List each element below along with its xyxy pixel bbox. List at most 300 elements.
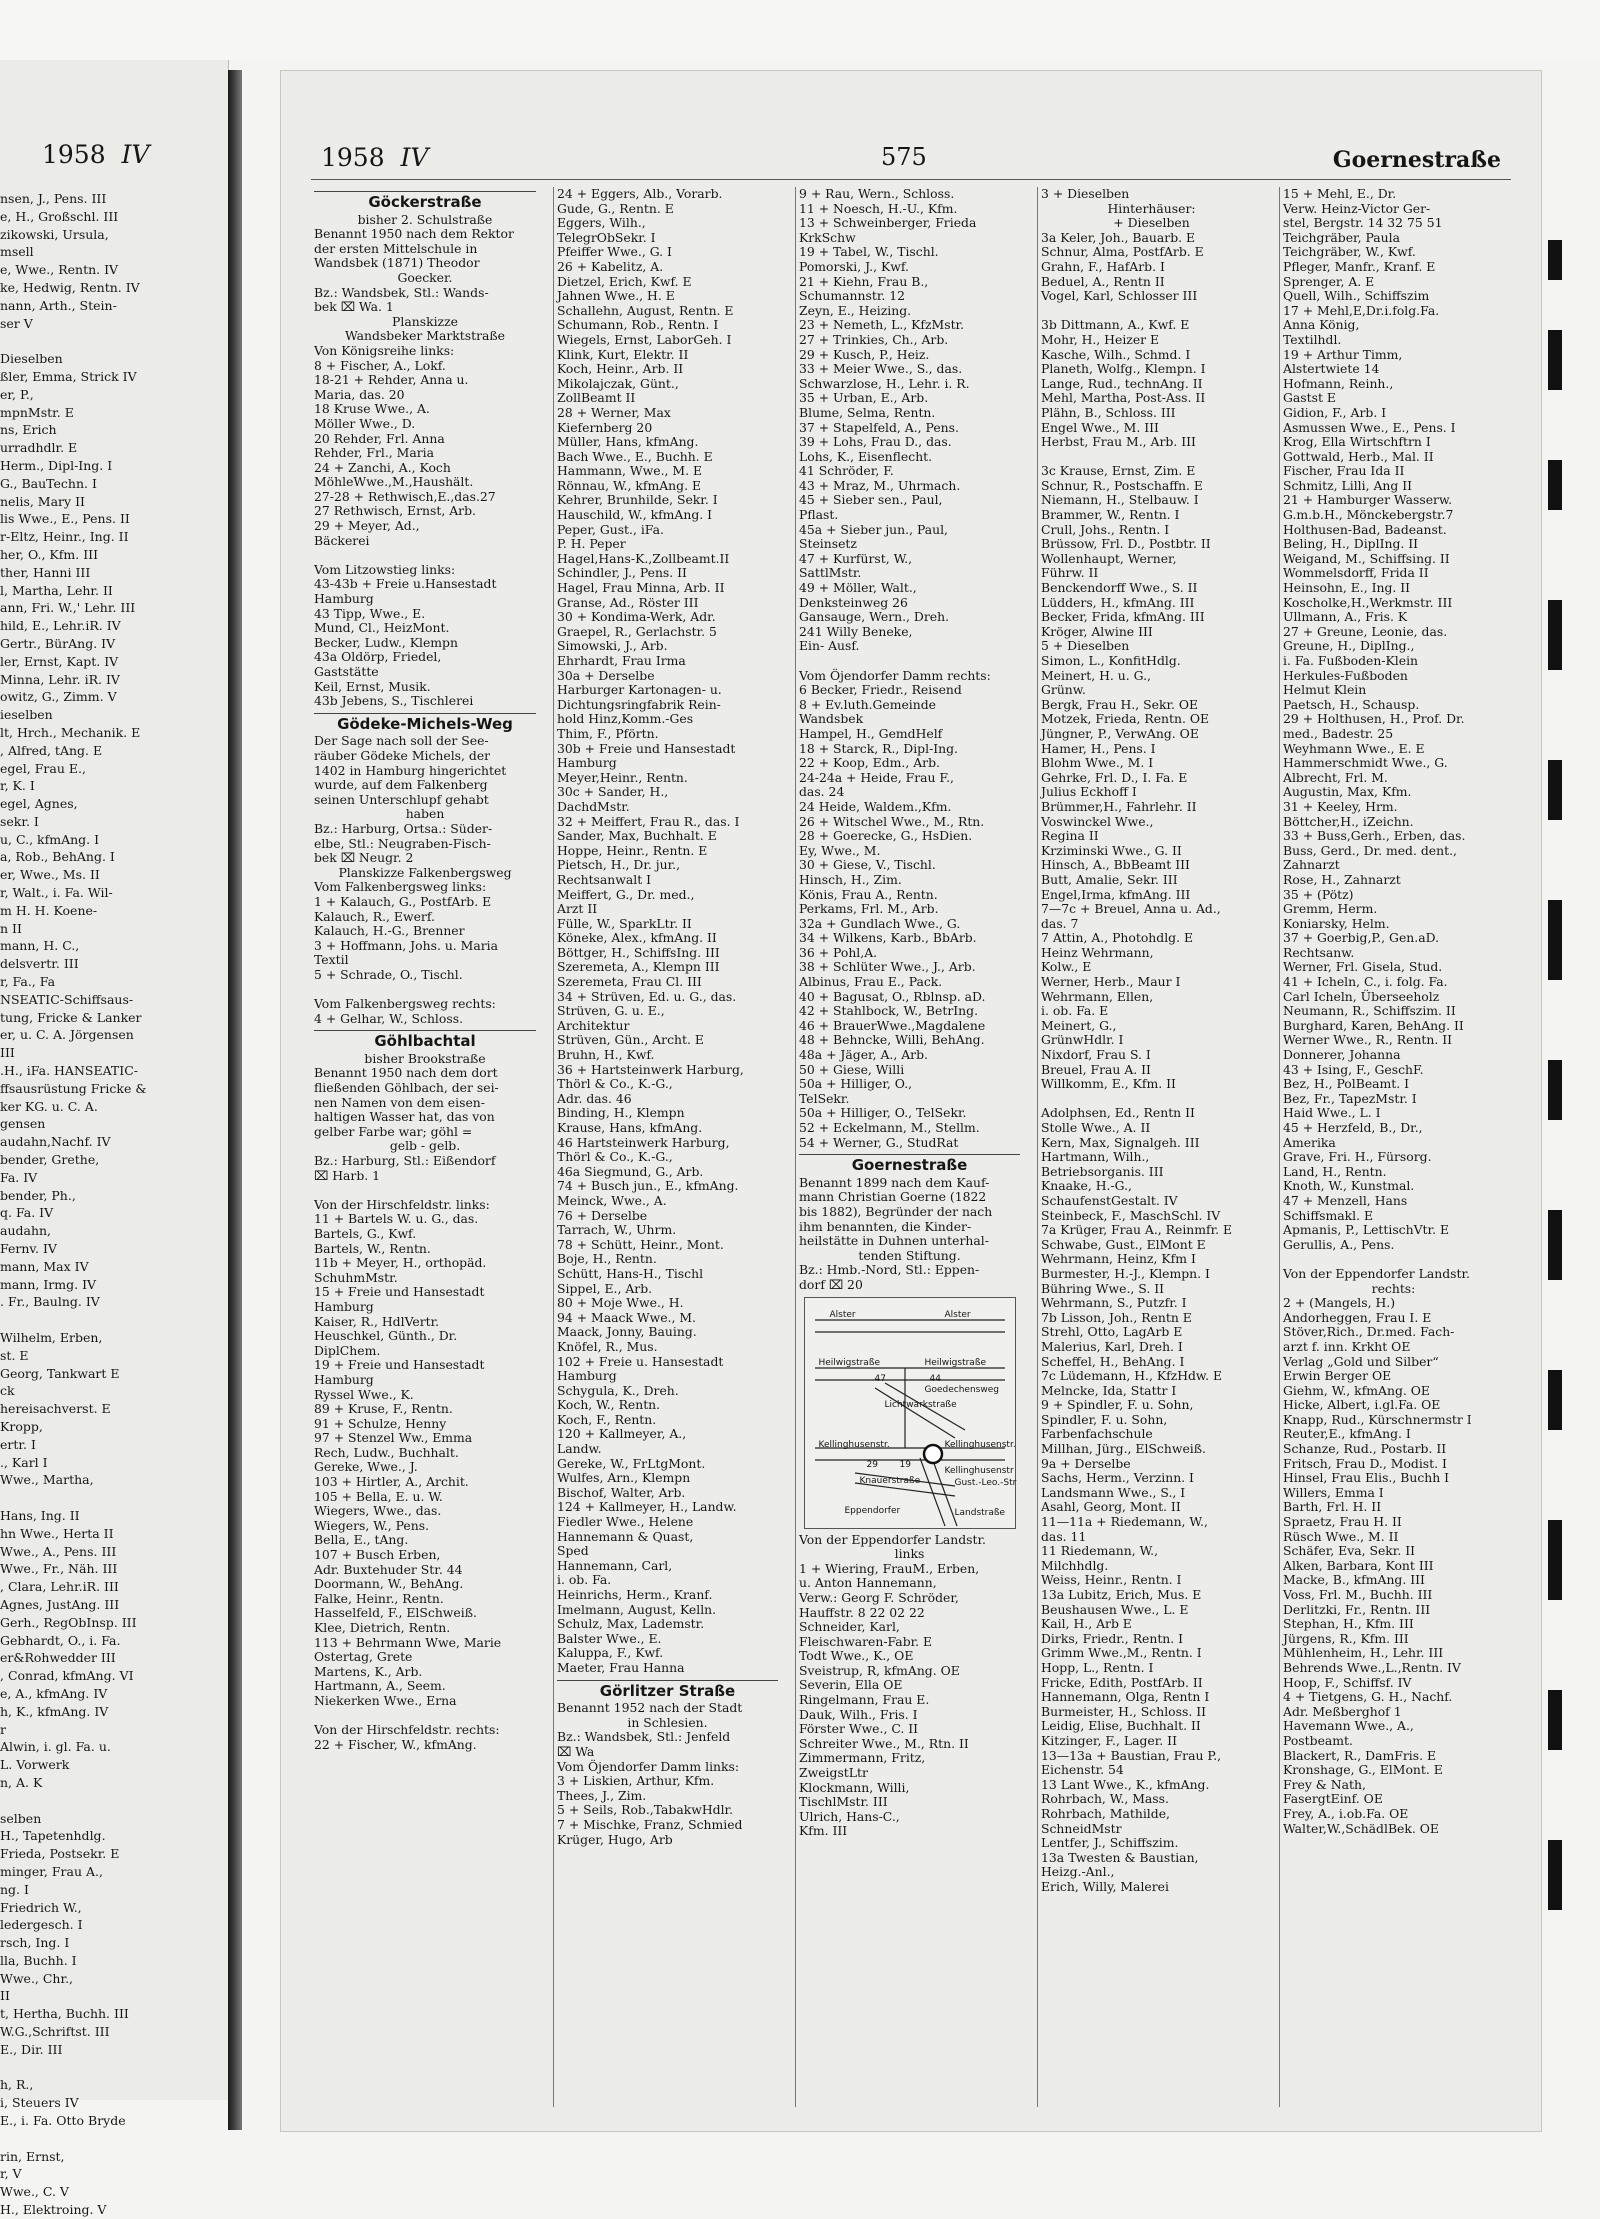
directory-entry: 76 + Derselbe [557,1207,648,1223]
directory-entry: 38 + Schlüter Wwe., J., Arb. [799,959,976,975]
directory-entry: Schindler, J., Pens. II [557,565,687,581]
previous-page-line: r, V [0,2166,22,2182]
previous-page-line: r, K. I [0,778,35,794]
directory-entry: Rechtsanw. [1283,944,1355,960]
directory-entry: 18 Kruse Wwe., A. [314,401,430,417]
directory-entry: 124 + Kallmeyer, H., Landw. [557,1499,737,1515]
street-note: Wandsbeker Marktstraße [344,328,506,344]
directory-entry: 1 + Wiering, FrauM., Erben, [799,1560,980,1576]
directory-entry: Grahn, F., HafArb. I [1041,258,1165,274]
directory-entry: ihm benannten, die Kinder- [799,1218,972,1234]
directory-entry: räuber Gödeke Michels, der [314,747,491,763]
directory-entry: Fleischwaren-Fabr. E [799,1633,933,1649]
previous-page-line: rin, Ernst, [0,2148,65,2164]
previous-page-line: i, Steuers IV [0,2095,79,2111]
column-4 [1037,187,1265,2107]
directory-entry: 30 + Giese, V., Tischl. [799,857,936,873]
directory-entry: Benannt 1950 nach dem dort [314,1065,498,1081]
directory-entry: Schäfer, Eva, Sekr. II [1283,1543,1416,1559]
directory-entry: nen Namen von dem eisen- [314,1094,485,1110]
directory-entry: Burmester, H.-J., Klempn. I [1041,1265,1210,1281]
previous-page-line: a, Rob., BehAng. I [0,849,115,865]
directory-entry: Pfeiffer Wwe., G. I [557,244,672,260]
directory-entry: 34 + Strüven, Ed. u. G., das. [557,988,737,1004]
directory-entry: 7a Krüger, Frau A., Reinmfr. E [1041,1222,1233,1238]
directory-entry: Pfleger, Manfr., Kranf. E [1283,258,1436,274]
directory-entry: Werner, Herb., Maur I [1041,974,1181,990]
previous-page-line: II [0,1988,10,2004]
previous-page-line: r, Walt., i. Fa. Wil- [0,885,113,901]
previous-page-line: r, Fa., Fa [0,974,56,990]
directory-entry: Beduel, A., Rentn II [1041,273,1165,289]
directory-entry: Niemann, H., Stelbauw. I [1041,492,1199,508]
directory-entry: Hauschild, W., kfmAng. I [557,507,713,523]
directory-entry: Hamer, H., Pens. I [1041,740,1156,756]
previous-page-line: Wwe., A., Pens. III [0,1543,117,1559]
directory-entry: Gereke, Wwe., J. [314,1459,418,1475]
street-heading: Goernestraße [799,1154,1020,1173]
directory-entry: Burmeister, H., Schloss. II [1041,1703,1206,1719]
directory-entry: Jahnen Wwe., H. E [557,288,675,304]
map-street-label: Kellinghusenstr [944,1465,1014,1476]
directory-entry: Haid Wwe., L. I [1283,1105,1381,1121]
directory-entry: Fritsch, Frau D., Modist. I [1283,1455,1447,1471]
page-header [281,71,1541,181]
directory-entry: Ullmann, A., Fris. K [1283,609,1408,625]
directory-entry: Fischer, Frau Ida II [1283,463,1405,479]
map-street-label: Knauerstraße [859,1475,921,1486]
directory-entry: Alken, Barbara, Kont III [1283,1557,1434,1573]
directory-entry: Binding, H., Klempn [557,1105,685,1121]
directory-entry: 23 + Nemeth, L., KfzMstr. [799,317,965,333]
column-3 [795,187,1023,2107]
directory-entry: Kolw., E [1041,959,1092,975]
previous-page-line: lla, Buchh. I [0,1952,77,1968]
directory-entry: 28 + Goerecke, G., HsDien. [799,828,973,844]
directory-entry: 3b Dittmann, A., Kwf. E [1041,317,1190,333]
street-note: Goecker. [397,269,453,285]
previous-page-line: III [0,1045,15,1061]
previous-page-line: e, A., kfmAng. IV [0,1685,108,1701]
previous-page-line: Wwe., Fr., Näh. III [0,1561,118,1577]
directory-entry: Kail, H., Arb E [1041,1616,1132,1632]
directory-entry: 13 + Schweinberger, Frieda [799,215,977,231]
directory-entry: Todt Wwe., K., OE [799,1648,914,1664]
edge-tab [1548,1210,1562,1280]
previous-page-line: Wwe., Chr., [0,1970,74,1986]
directory-entry: Herkules-Fußboden [1283,667,1408,683]
previous-page-line: r [0,1721,6,1737]
directory-entry: Voss, Frl. M., Buchh. III [1283,1587,1433,1602]
previous-page-line: hild, E., Lehr.iR. IV [0,618,121,634]
directory-entry: Reuter,E., kfmAng. I [1283,1426,1411,1442]
directory-entry: 8 + Ev.luth.Gemeinde [799,696,937,712]
directory-entry: MöhleWwe.,M.,Haushält. [314,474,474,490]
directory-entry: Benannt 1952 nach der Stadt [557,1700,743,1716]
previous-page-line: urradhdlr. E [0,440,78,456]
directory-entry: Grimm Wwe.,M., Rentn. I [1041,1645,1202,1661]
directory-entry: Textil [314,952,349,968]
directory-entry: Hampel, H., GemdHelf [799,725,943,741]
directory-entry: TelegrObSekr. I [557,229,656,245]
previous-page-line: st. E [0,1347,29,1363]
directory-entry: Balster Wwe., E. [557,1630,662,1646]
directory-entry: Ulrich, Hans-C., [799,1808,900,1824]
directory-entry: Schygula, K., Dreh. [557,1382,679,1398]
previous-page-line: ledergesch. I [0,1917,83,1933]
directory-entry: Holthusen-Bad, Badeanst. [1283,521,1447,537]
directory-entry: Krziminski Wwe., G. II [1041,842,1182,858]
directory-entry: Wandsbek [799,711,864,727]
directory-entry: Fiedler Wwe., Helene [557,1514,694,1530]
map-street-label: Goedechensweg [924,1384,999,1395]
directory-entry: Anna König, [1283,317,1360,333]
street-note: bisher 2. Schulstraße [357,211,493,227]
previous-page-line: Friedrich W., [0,1899,82,1915]
street-note: Planskizze [392,313,458,329]
edge-tab [1548,1690,1562,1750]
directory-entry: Jürgens, R., Kfm. III [1283,1630,1409,1646]
directory-entry: Textilhdl. [1283,331,1342,347]
directory-entry: Giehm, W., kfmAng. OE [1283,1382,1430,1398]
directory-entry: 21 + Kiehn, Frau B., [799,273,929,289]
directory-entry: Strehl, Otto, LagArb E [1041,1324,1183,1340]
directory-entry: Buss, Gerd., Dr. med. dent., [1283,842,1457,858]
directory-entry: Gude, G., Rentn. E [557,200,674,216]
directory-entry: Zimmermann, Fritz, [799,1750,926,1766]
edge-tab [1548,1060,1562,1120]
directory-entry: 35 + (Pötz) [1283,886,1354,902]
directory-entry: 7 Attin, A., Photohdlg. E [1041,930,1194,946]
directory-entry: SattlMstr. [799,565,862,581]
directory-entry: Beushausen Wwe., L. E [1041,1601,1189,1617]
directory-entry: Schreiter Wwe., M., Rtn. II [799,1735,969,1751]
directory-entry: 6 Becker, Friedr., Reisend [799,682,962,698]
directory-entry: Schwarzlose, H., Lehr. i. R. [799,375,970,391]
directory-entry: Schwabe, Gust., ElMont E [1041,1236,1206,1252]
previous-page-line: bender, Ph., [0,1187,76,1203]
directory-entry: Schütt, Hans-H., Tischl [557,1265,704,1281]
directory-entry: Schallehn, August, Rentn. E [557,302,734,318]
directory-entry: i. Fa. Fußboden-Klein [1283,653,1419,668]
top-margin [0,0,1600,60]
directory-entry: Hamburg [314,591,374,607]
directory-entry: Becker, Ludw., Klempn [314,634,458,650]
directory-entry: Knöfel, R., Mus. [557,1338,658,1354]
directory-entry: Beling, H., DiplIng. II [1283,536,1419,552]
directory-entry: Pomorski, J., Kwf. [799,258,909,274]
directory-entry: Gehrke, Frl. D., I. Fa. E [1041,769,1188,785]
directory-entry: Hamburg [557,755,617,771]
directory-entry: 50a + Hilliger, O., TelSekr. [799,1105,967,1121]
directory-entry: Eggers, Wilh., [557,215,646,231]
previous-page-line [0,1489,228,1507]
directory-entry: Willkomm, E., Kfm. II [1041,1076,1176,1092]
previous-page-line: lis Wwe., E., Pens. II [0,511,130,527]
edge-tab [1548,760,1562,820]
directory-entry: SchuhmMstr. [314,1269,398,1285]
directory-entry: 13a Lubitz, Erich, Mus. E [1041,1587,1202,1602]
directory-entry: Bäckerei [314,532,370,548]
directory-entry: Maeter, Frau Hanna [557,1659,685,1675]
previous-page-line: G., BauTechn. I [0,475,97,491]
directory-entry: Meinert, H. u. G., [1041,667,1151,683]
map-street-label: Eppendorfer [844,1505,901,1516]
directory-entry: Thees, J., Zim. [557,1787,647,1803]
directory-entry: Simowski, J., Arb. [557,638,668,654]
previous-page-line: Wwe., C. V [0,2184,69,2200]
directory-entry: Klee, Dietrich, Rentn. [314,1620,451,1635]
header-rule [311,179,1511,180]
directory-entry: 26 + Witschel Wwe., M., Rtn. [799,813,985,829]
directory-entry: 11 + Bartels W. u. G., das. [314,1211,479,1227]
directory-entry: Frey, A., i.ob.Fa. OE [1283,1805,1409,1821]
directory-entry: Hinsch, A., BbBeamt III [1041,857,1190,873]
directory-entry: 4 + Tietgens, G. H., Nachf. [1283,1689,1453,1705]
map-street-label: Gust.-Leo.-Str [954,1477,1017,1488]
directory-entry: der ersten Mittelschule in [314,240,478,256]
directory-entry: 31 + Keeley, Hrm. [1283,798,1398,814]
street-note: + Dieselben [1113,215,1190,231]
directory-entry: 8 + Fischer, A., Lokf. [314,357,446,373]
directory-entry: TischlMstr. III [799,1794,888,1810]
column-1 [311,187,539,2107]
directory-entry: ⌧ Wa [557,1743,595,1759]
directory-entry: 80 + Moje Wwe., H. [557,1295,684,1311]
directory-entry: 94 + Maack Wwe., M. [557,1309,696,1325]
previous-page-line: Wilhelm, Erben, [0,1330,103,1345]
directory-entry [1041,304,1262,319]
previous-page-line: er, u. C. A. Jörgensen [0,1027,134,1043]
directory-entry: Schnur, Alma, PostfArb. E [1041,244,1204,260]
street-heading: Göhlbachtal [314,1030,536,1049]
directory-entry: bek ⌧ Neugr. 2 [314,850,414,866]
directory-entry: Dirks, Friedr., Rentn. I [1041,1630,1184,1646]
previous-page-line: Alwin, i. gl. Fa. u. [0,1739,111,1755]
book-gutter [228,70,242,2130]
directory-entry: Hamburg [557,1368,617,1384]
directory-entry: Koch, F., Rentn. [557,1411,657,1427]
directory-entry: Regina II [1041,828,1099,844]
previous-page-line: e, H., Großschl. III [0,208,119,224]
directory-entry: Hartmann, Wilh., [1041,1149,1150,1165]
previous-page-line: Kropp, [0,1418,43,1434]
directory-entry: 97 + Stenzel Ww., Emma [314,1430,473,1446]
directory-entry: Dietzel, Erich, Kwf. E [557,273,692,289]
directory-entry: Strüven, Gün., Archt. E [557,1032,704,1048]
directory-entry: Vogel, Karl, Schlosser III [1041,288,1198,304]
directory-entry: Benannt 1899 nach dem Kauf- [799,1174,990,1190]
directory-entry: fließenden Göhlbach, der sei- [314,1080,499,1096]
previous-page-line: Wwe., Martha, [0,1472,94,1488]
directory-entry: Jüngner, P., VerwAng. OE [1041,725,1199,741]
directory-entry: Behrends Wwe.,L.,Rentn. IV [1283,1659,1461,1675]
directory-entry: Böttcher,H., iZeichn. [1283,813,1414,829]
directory-entry: Adr. das. 46 [557,1090,632,1106]
previous-page-line: l, Martha, Lehr. II [0,582,113,598]
previous-page-line: minger, Frau A., [0,1863,103,1879]
directory-entry: Vom Öjendorfer Damm links: [557,1758,740,1774]
directory-entry: Doormann, W., BehAng. [314,1576,464,1592]
previous-page-line: er&Rohwedder III [0,1650,116,1666]
directory-entry: 18 + Starck, R., Dipl-Ing. [799,740,958,756]
directory-entry: Land, H., Rentn. [1283,1163,1387,1179]
directory-entry: Von der Eppendorfer Landstr. [1283,1265,1470,1281]
column-5 [1279,187,1507,2107]
directory-entry: Plähn, B., Schloss. III [1041,404,1176,420]
directory-entry: Meinert, G., [1041,1017,1117,1033]
previous-page-line [0,2130,228,2148]
previous-page-line: NSEATIC-Schiffsaus- [0,991,134,1007]
directory-entry: mann Christian Goerne (1822 [799,1189,987,1205]
directory-entry: Wehrmann, S., Putzfr. I [1041,1295,1187,1311]
directory-entry: Planeth, Wolfg., Klempn. I [1041,361,1206,377]
directory-entry: Weyhmann Wwe., E. E [1283,740,1425,756]
previous-page-line: mann, Irmg. IV [0,1276,97,1292]
directory-entry: Köneke, Alex., kfmAng. II [557,930,717,946]
directory-entry: Krog, Ella Wirtschftrn I [1283,434,1431,450]
directory-entry: Böttger, H., SchiffsIng. III [557,944,720,960]
directory-entry: Pietsch, H., Dr. jur., [557,857,681,873]
directory-entry: Derlitzki, Fr., Rentn. III [1283,1601,1431,1617]
directory-entry: Havemann Wwe., A., [1283,1718,1414,1734]
directory-entry: 241 Willy Beneke, [799,623,913,639]
previous-page-line: Agnes, JustAng. III [0,1596,120,1612]
directory-entry: Blackert, R., DamFris. E [1283,1747,1436,1763]
directory-entry: Benckendorff Wwe., S. II [1041,580,1198,596]
directory-entry: 33 + Buss,Gerh., Erben, das. [1283,828,1466,844]
previous-page-line: her, O., Kfm. III [0,546,99,562]
directory-entry: 47 + Kurfürst, W., [799,550,913,566]
directory-entry: Hauffstr. 8 22 02 22 [799,1604,925,1620]
directory-entry: 9a + Derselbe [1041,1455,1131,1471]
directory-entry: SchaufenstGestalt. IV [1041,1192,1178,1208]
previous-page-line: delsvertr. III [0,956,79,972]
directory-entry: 24-24a + Heide, Frau F., [799,769,954,785]
directory-entry: med., Badestr. 25 [1283,725,1394,741]
map-street-label: Alster [944,1309,971,1320]
directory-entry: Wandsbek (1871) Theodor [314,255,480,271]
directory-entry: 42 + Stahlbock, W., BetrIng. [799,1003,979,1019]
directory-entry: Heinrichs, Herm., Kranf. [557,1587,713,1602]
previous-page-line: ., Karl I [0,1454,48,1470]
directory-entry: 18-21 + Rehder, Anna u. [314,372,469,388]
directory-entry: 19 + Arthur Timm, [1283,346,1403,362]
directory-entry: Bz.: Harburg, Ortsa.: Süder- [314,820,493,836]
directory-entry: Hagel,Hans-K.,Zollbeamt.II [557,550,730,566]
previous-page-line: ns, Erich [0,422,57,438]
subway-station-icon [924,1445,942,1463]
directory-entry: 5 + Schrade, O., Tischl. [314,966,463,982]
directory-entry: 52 + Eckelmann, M., Stellm. [799,1120,980,1135]
directory-entry: Sped [557,1543,589,1559]
directory-entry: Graepel, R., Gerlachstr. 5 [557,623,717,639]
previous-page-line: owitz, G., Zimm. V [0,689,117,705]
previous-page-line: n, A. K [0,1774,43,1790]
directory-entry: 19 + Tabel, W., Tischl. [799,244,939,260]
directory-entry: Wollenhaupt, Werner, [1041,550,1177,566]
directory-entry: 27 + Trinkies, Ch., Arb. [799,331,949,347]
directory-entry: Adr. Buxtehuder Str. 44 [314,1561,463,1577]
directory-entry: Sippel, E., Arb. [557,1280,653,1296]
previous-page-line [0,1792,228,1810]
previous-page-line: mpnMstr. E [0,404,74,420]
directory-entry: 7 + Mischke, Franz, Schmied [557,1816,743,1832]
directory-entry: FasergtEinf. OE [1283,1791,1383,1807]
directory-entry: Adolphsen, Ed., Rentn II [1041,1105,1195,1121]
previous-page-line: sekr. I [0,813,39,829]
directory-entry: Amerika [1283,1134,1336,1150]
directory-entry: Tarrach, W., Uhrm. [557,1222,677,1238]
directory-entry: Hofmann, Reinh., [1283,375,1394,391]
directory-page [280,70,1542,2132]
directory-entry: 9 + Rau, Wern., Schloss. [799,186,955,201]
directory-entry: 46 + BrauerWwe.,Magdalene [799,1017,986,1033]
directory-entry [799,654,1020,669]
directory-entry: Hammerschmidt Wwe., G. [1283,755,1448,771]
directory-entry: Hartmann, A., Seem. [314,1678,446,1694]
directory-entry: 46a Siegmund, G., Arb. [557,1163,704,1179]
directory-entry: 7c Lüdemann, H., KfzHdw. E [1041,1368,1222,1384]
directory-entry: KrkSchw [799,229,856,245]
directory-entry: Heinz Wehrmann, [1041,944,1154,960]
previous-page-line: egel, Agnes, [0,796,78,812]
street-heading: Görlitzer Straße [557,1680,778,1699]
directory-entry: Kalauch, R., Ewerf. [314,908,435,924]
directory-entry: Hicke, Albert, i.gl.Fa. OE [1283,1397,1441,1413]
directory-entry: 28 + Werner, Max [557,404,671,420]
directory-entry: Breuel, Frau A. II [1041,1061,1151,1077]
previous-page-line: Gerh., RegObInsp. III [0,1614,137,1630]
directory-entry: Szeremeta, Frau Cl. III [557,974,702,990]
directory-entry: 40 + Bagusat, O., Rblnsp. aD. [799,988,986,1004]
directory-entry: Helmut Klein [1283,682,1367,698]
directory-entry: Klink, Kurt, Elektr. II [557,346,689,362]
map-house-number: 19 [899,1459,911,1470]
directory-entry: Milchhdlg. [1041,1557,1109,1573]
directory-entry: Bartels, G., Kwf. [314,1225,417,1241]
previous-page-line: ck [0,1383,15,1399]
directory-entry: 120 + Kallmeyer, A., [557,1426,687,1442]
directory-entry: Greune, H., DiplIng., [1283,638,1415,654]
directory-entry: Spraetz, Frau H. II [1283,1514,1402,1530]
directory-entry: Zahnarzt [1283,857,1340,873]
previous-page-line: ertr. I [0,1436,36,1452]
previous-page-line: m H. H. Koene- [0,902,98,918]
directory-entry: Gerullis, A., Pens. [1283,1236,1395,1252]
directory-entry: 15 + Freie und Hansestadt [314,1284,485,1300]
directory-entry: Verlag „Gold und Silber“ [1283,1353,1439,1369]
directory-entry: Schiffsmakl. E [1283,1207,1374,1223]
directory-entry: ZweigstLtr [799,1765,868,1781]
directory-entry: Vom Litzowstieg links: [314,561,456,577]
directory-entry: 24 Heide, Waldem.,Kfm. [799,798,952,814]
directory-entry: 46 Hartsteinwerk Harburg, [557,1134,730,1150]
previous-page-line: nelis, Mary II [0,493,85,509]
directory-entry: Rech, Ludw., Buchhalt. [314,1444,459,1460]
directory-entry: Vom Falkenbergsweg rechts: [314,996,496,1012]
directory-entry: Albrecht, Frl. M. [1283,769,1388,785]
directory-entry: arzt f. inn. Krkht OE [1283,1338,1411,1354]
directory-entry: 29 + Holthusen, H., Prof. Dr. [1283,711,1465,727]
directory-entry: Hamburg [314,1371,374,1387]
directory-entry: Bischof, Walter, Arb. [557,1484,686,1500]
directory-entry: 29 + Kusch, P., Heiz. [799,346,930,362]
directory-entry: Zeyn, E., Heizing. [799,302,912,318]
street-heading: Gödeke-Michels-Weg [314,713,536,732]
previous-page-line [0,332,228,350]
directory-entry: i. ob. Fa. E [1041,1003,1109,1019]
